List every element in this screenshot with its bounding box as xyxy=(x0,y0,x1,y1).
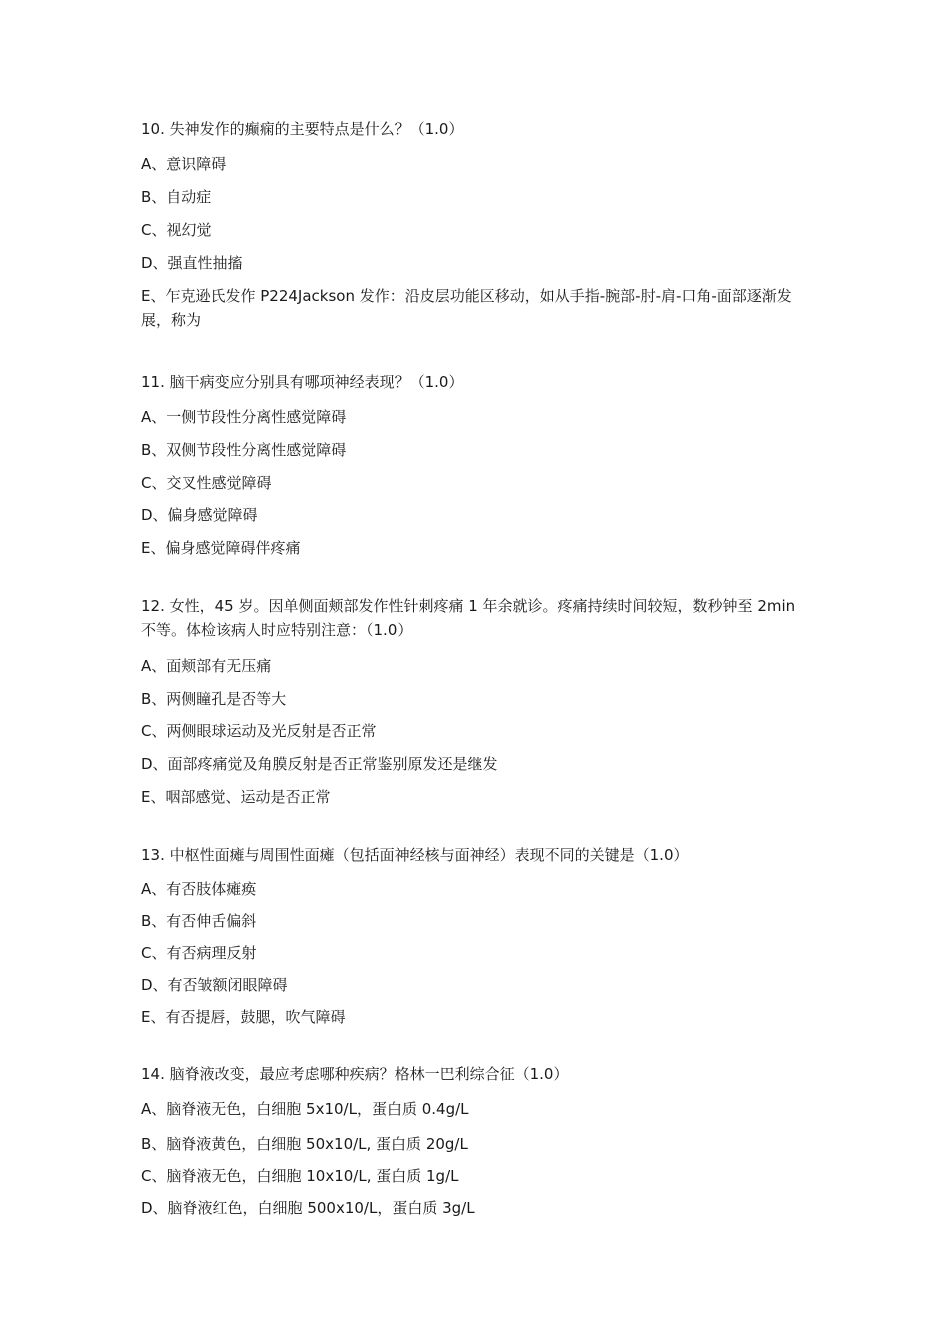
question-14-option-d: D、脑脊液红色，白细胞 500x10/L，蛋白质 3g/L xyxy=(141,1199,475,1217)
question-11-option-c: C、交叉性感觉障碍 xyxy=(141,474,272,492)
question-12-option-e: E、咽部感觉、运动是否正常 xyxy=(141,788,331,806)
question-12-option-a: A、面颊部有无压痛 xyxy=(141,657,272,675)
question-12-option-d: D、面部疼痛觉及角膜反射是否正常鉴别原发还是继发 xyxy=(141,755,498,773)
question-13-stem: 13. 中枢性面瘫与周围性面瘫（包括面神经核与面神经）表现不同的关键是（1.0） xyxy=(141,846,689,864)
question-13-option-d: D、有否皱额闭眼障碍 xyxy=(141,976,288,994)
question-14-stem: 14. 脑脊液改变，最应考虑哪种疾病？格林一巴利综合征（1.0） xyxy=(141,1065,569,1083)
question-11-option-b: B、双侧节段性分离性感觉障碍 xyxy=(141,441,347,459)
question-13-option-b: B、有否伸舌偏斜 xyxy=(141,912,257,930)
question-11-stem: 11. 脑干病变应分别具有哪项神经表现？（1.0） xyxy=(141,373,464,391)
question-11-option-d: D、偏身感觉障碍 xyxy=(141,506,258,524)
question-10-stem: 10. 失神发作的癫痫的主要特点是什么？（1.0） xyxy=(141,120,464,138)
question-13-option-e: E、有否提唇，鼓腮，吹气障碍 xyxy=(141,1008,346,1026)
question-10-option-a: A、意识障碍 xyxy=(141,155,227,173)
question-12-stem: 12. 女性，45 岁。因单侧面颊部发作性针刺疼痛 1 年余就诊。疼痛持续时间较短，数秒钟至 2min 不等。体检该病人时应特别注意：（1.0） xyxy=(141,597,796,639)
question-10-option-b: B、自动症 xyxy=(141,188,212,206)
question-10-option-c: C、视幻觉 xyxy=(141,221,212,239)
question-11-option-e: E、偏身感觉障碍伴疼痛 xyxy=(141,539,301,557)
question-12-option-b: B、两侧瞳孔是否等大 xyxy=(141,690,287,708)
question-13-option-a: A、有否肢体瘫痪 xyxy=(141,880,257,898)
question-10-option-d: D、强直性抽搐 xyxy=(141,254,243,272)
question-14-option-b: B、脑脊液黄色，白细胞 50x10/L, 蛋白质 20g/L xyxy=(141,1135,468,1153)
question-14-option-c: C、脑脊液无色，白细胞 10x10/L, 蛋白质 1g/L xyxy=(141,1167,459,1185)
question-14-option-a: A、脑脊液无色，白细胞 5x10/L，蛋白质 0.4g/L xyxy=(141,1100,469,1118)
question-11-option-a: A、一侧节段性分离性感觉障碍 xyxy=(141,408,347,426)
question-10-option-e: E、乍克逊氏发作 P224Jackson 发作：沿皮层功能区移动，如从手指-腕部-肘-肩-口角-面部逐渐发展，称为 xyxy=(141,287,792,329)
question-12-option-c: C、两侧眼球运动及光反射是否正常 xyxy=(141,722,377,740)
question-13-option-c: C、有否病理反射 xyxy=(141,944,257,962)
